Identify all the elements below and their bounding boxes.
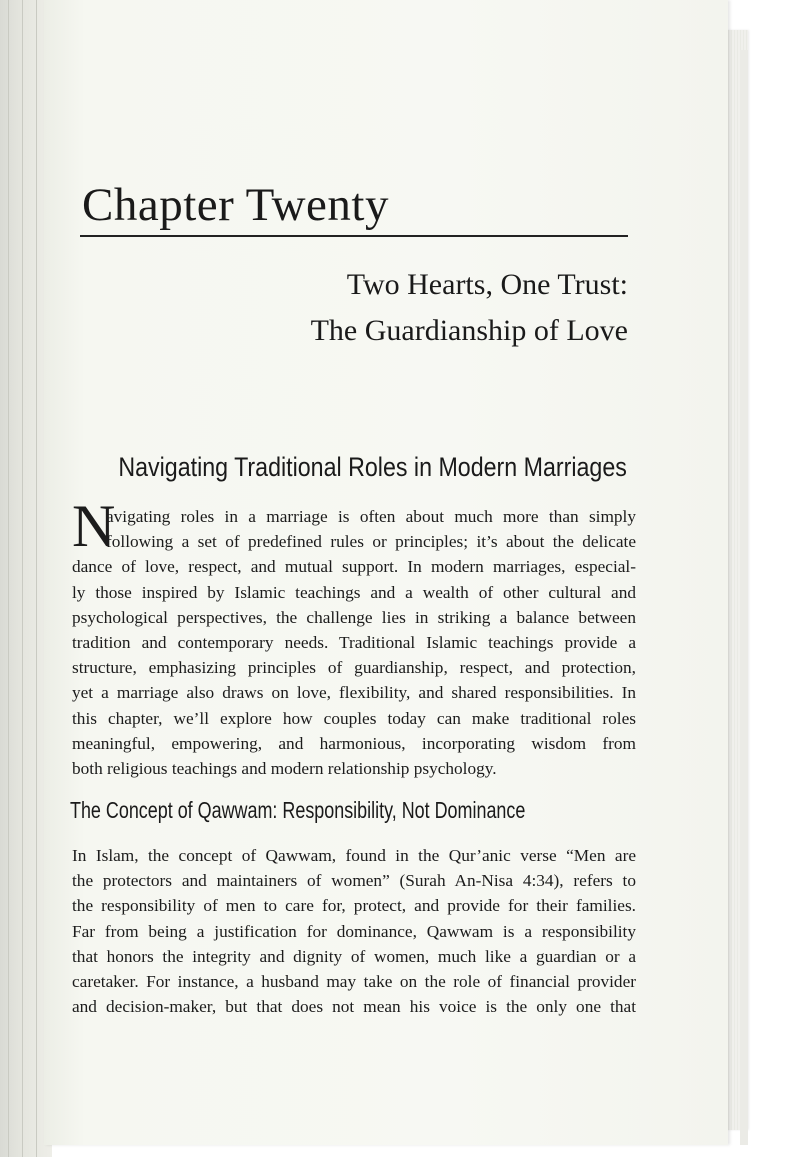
paragraph-line: yet a marriage also draws on love, flexibility, and shared responsibilities. In (72, 683, 636, 703)
subsection-paragraph (72, 843, 636, 1019)
page-stack-edge (740, 50, 748, 1145)
section-paragraph (72, 504, 636, 781)
paragraph-line: avigating roles in a marriage is often about much more than simply (106, 507, 636, 526)
paragraph-line: In Islam, the concept of Qawwam, found in the Qur’anic verse “Men are (72, 846, 636, 865)
paragraph-line: ly those inspired by Islamic teachings and a wealth of other cultural and (72, 582, 636, 602)
paragraph-line: both religious teachings and modern relationship psychology. (72, 758, 497, 778)
paragraph-line: dance of love, respect, and mutual support. In modern marriages, especial- (72, 557, 636, 577)
paragraph-line: tradition and contemporary needs. Traditional Islamic teachings provide a (72, 632, 636, 652)
paragraph-line: the responsibility of men to care for, protect, and provide for their families. (72, 896, 636, 916)
page-edge-line (36, 0, 37, 1157)
chapter-title-rule (80, 235, 628, 237)
page-edge-line (22, 0, 23, 1157)
drop-cap: N (72, 493, 116, 559)
subsection-heading: The Concept of Qawwam: Responsibility, Not Dominance (70, 797, 526, 823)
paragraph-line: meaningful, empowering, and harmonious, incorporating wisdom from (72, 733, 636, 753)
paragraph-line: Far from being a justification for dominance, Qawwam is a responsibility (72, 921, 636, 941)
paragraph-line: that honors the integrity and dignity of women, much like a guardian or a (72, 946, 636, 966)
paragraph-line: caretaker. For instance, a husband may take on the role of financial provider (72, 971, 636, 991)
paragraph-line: psychological perspectives, the challenge lies in striking a balance between (72, 607, 636, 627)
subtitle-line: The Guardianship of Love (310, 314, 628, 347)
paragraph-line: this chapter, we’ll explore how couples today can make traditional roles (72, 708, 636, 728)
paragraph-line: the protectors and maintainers of women” (Surah An-Nisa 4:34), refers to (72, 871, 636, 891)
paragraph-line: following a set of predefined rules or principles; it’s about the delicate (106, 532, 636, 552)
chapter-subtitle (311, 262, 628, 354)
subtitle-line: Two Hearts, One Trust: (346, 268, 628, 301)
section-heading: Navigating Traditional Roles in Modern Marriages (118, 452, 627, 482)
page-edge-line (8, 0, 9, 1157)
paragraph-line: and decision-maker, but that does not mean his voice is the only one that (72, 997, 636, 1017)
chapter-title: Chapter Twenty (82, 179, 389, 231)
paragraph-line: structure, emphasizing principles of guardianship, respect, and protection, (72, 658, 636, 678)
